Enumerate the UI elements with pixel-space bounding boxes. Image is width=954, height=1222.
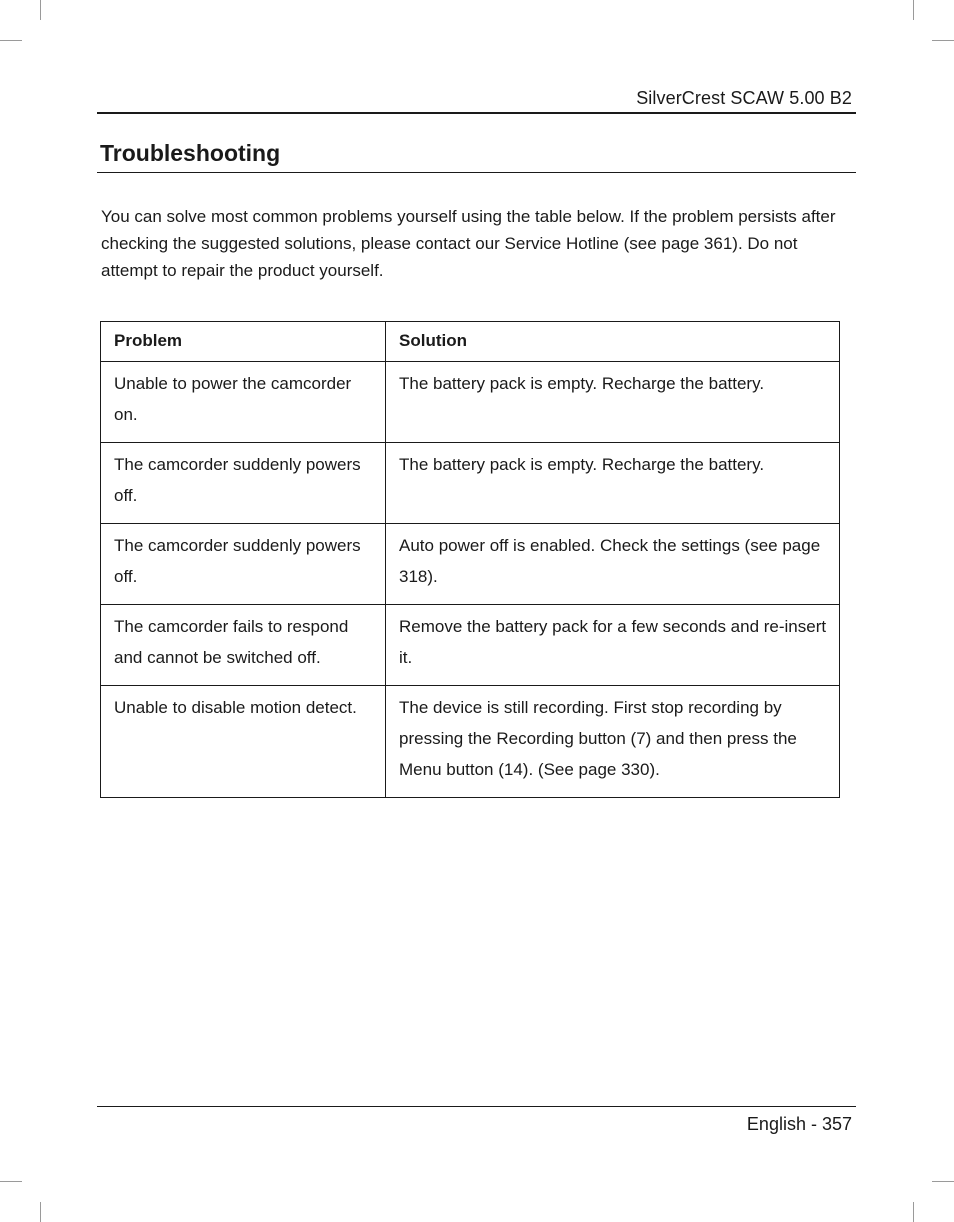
intro-paragraph: You can solve most common problems yourself using the table below. If the problem persists after checking the suggested solutions, please contact our Service Hotline (see page 361). Do not attempt to repair the product yourself. bbox=[101, 207, 836, 280]
problem-cell: Unable to disable motion detect. bbox=[101, 686, 386, 798]
table-row bbox=[101, 686, 840, 798]
solution-cell: The battery pack is empty. Recharge the battery. bbox=[386, 362, 840, 443]
problem-cell: The camcorder suddenly powers off. bbox=[101, 524, 386, 605]
column-header-solution: Solution bbox=[386, 322, 840, 362]
crop-mark bbox=[932, 40, 954, 41]
problem-cell: The camcorder fails to respond and cannot be switched off. bbox=[101, 605, 386, 686]
solution-cell: The battery pack is empty. Recharge the battery. bbox=[386, 443, 840, 524]
table-header-row bbox=[101, 322, 840, 362]
page-number: English - 357 bbox=[746, 1114, 852, 1134]
table-row bbox=[101, 605, 840, 686]
table-row bbox=[101, 362, 840, 443]
footer-rule bbox=[97, 1106, 856, 1107]
table-row bbox=[101, 443, 840, 524]
column-header-problem: Problem bbox=[101, 322, 386, 362]
crop-mark bbox=[932, 1181, 954, 1182]
crop-mark bbox=[0, 1181, 22, 1182]
crop-mark bbox=[913, 0, 914, 20]
problem-cell: Unable to power the camcorder on. bbox=[101, 362, 386, 443]
crop-mark bbox=[40, 0, 41, 20]
section-title: Troubleshooting bbox=[100, 140, 281, 166]
crop-mark bbox=[40, 1202, 41, 1222]
problem-cell: The camcorder suddenly powers off. bbox=[101, 443, 386, 524]
header-rule bbox=[97, 112, 856, 114]
solution-cell: Remove the battery pack for a few seconds and re-insert it. bbox=[386, 605, 840, 686]
solution-cell: Auto power off is enabled. Check the settings (see page 318). bbox=[386, 524, 840, 605]
crop-mark bbox=[913, 1202, 914, 1222]
crop-mark bbox=[0, 40, 22, 41]
solution-cell: The device is still recording. First stop recording by pressing the Recording button (7) and then press the Menu button (14). (See page 330). bbox=[386, 686, 840, 798]
table-row bbox=[101, 524, 840, 605]
troubleshooting-table bbox=[100, 321, 840, 798]
title-rule bbox=[97, 172, 856, 173]
running-header: SilverCrest SCAW 5.00 B2 bbox=[636, 88, 852, 108]
